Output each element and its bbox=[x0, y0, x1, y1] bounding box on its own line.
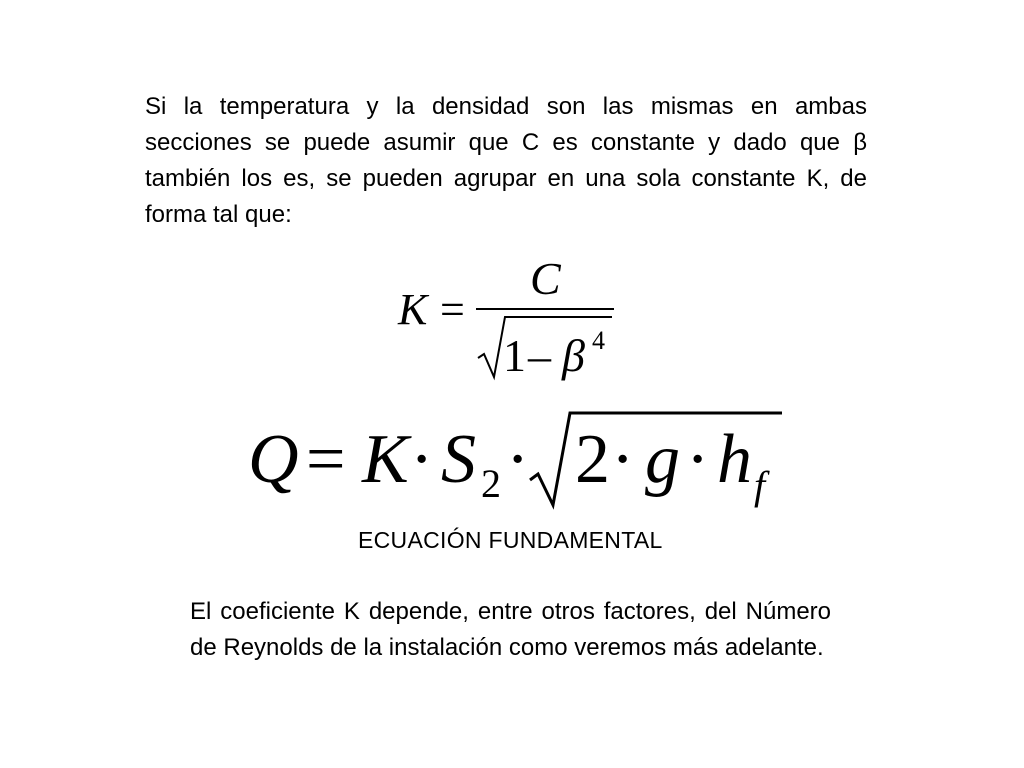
formula-k-lhs: K bbox=[398, 285, 428, 334]
formula-k-exponent: 4 bbox=[592, 326, 605, 355]
formula-q-g: g bbox=[645, 421, 680, 498]
formula-q-s: S bbox=[441, 421, 476, 498]
formula-k-minus: – bbox=[528, 330, 551, 381]
formula-q-two: 2 bbox=[575, 421, 610, 498]
formula-q-equals: = bbox=[306, 421, 346, 498]
radical-sign-k bbox=[478, 317, 612, 377]
formula-k-numerator: C bbox=[530, 253, 561, 304]
formula-k-beta: β bbox=[562, 330, 585, 381]
intro-paragraph: Si la temperatura y la densidad son las mismas en ambas secciones se puede asumir que C es constante y dado que β también los es, se pueden agrupar en una sola constante K, de forma tal que: bbox=[145, 93, 867, 228]
formula-q-dot-2: · bbox=[506, 421, 530, 498]
formula-q-h: h bbox=[717, 421, 752, 498]
formula-q-q: Q bbox=[248, 421, 299, 498]
formula-q-k: K bbox=[362, 421, 409, 498]
formula-k-equals: = bbox=[440, 285, 465, 334]
formula-q-h-subscript: f bbox=[754, 463, 766, 508]
formula-q-dot-3: · bbox=[611, 421, 635, 498]
formula-q-dot-1: · bbox=[410, 421, 434, 498]
closing-paragraph: El coeficiente K depende, entre otros factores, del Número de Reynolds de la instalación como veremos más adelante. bbox=[190, 598, 831, 661]
formula-k-one: 1 bbox=[503, 330, 526, 381]
radical-sign-q bbox=[530, 413, 782, 505]
equation-caption: ECUACIÓN FUNDAMENTAL bbox=[358, 527, 663, 553]
formula-q-s-subscript: 2 bbox=[481, 461, 501, 506]
formula-q-dot-4: · bbox=[686, 421, 710, 498]
